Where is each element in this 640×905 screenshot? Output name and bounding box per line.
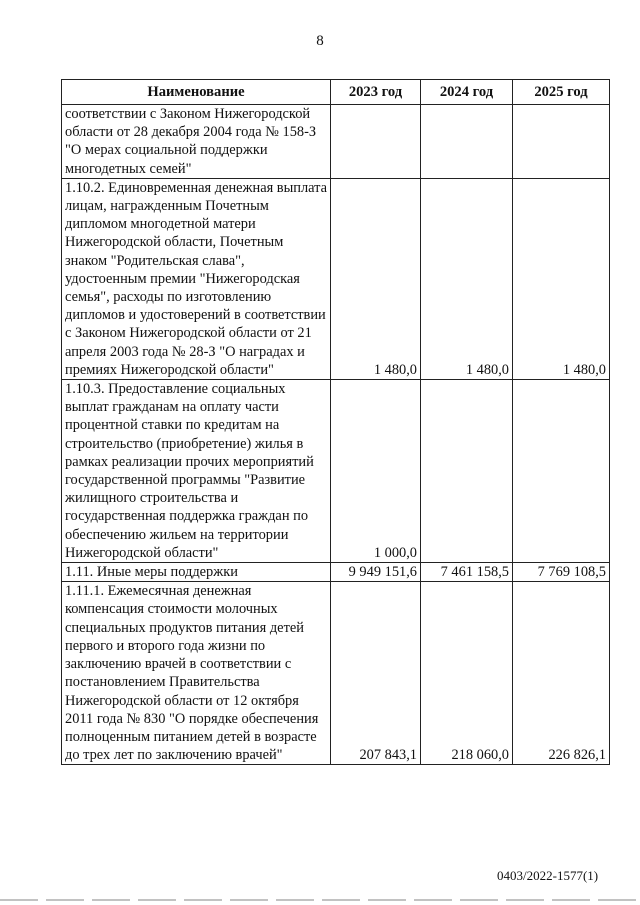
document-code: 0403/2022-1577(1) — [497, 868, 599, 883]
header-2025: 2025 год — [513, 80, 610, 105]
row-value-2023: 207 843,1 — [331, 582, 421, 765]
row-value-2024: 218 060,0 — [421, 582, 513, 765]
table-row — [62, 563, 610, 582]
table-header-row — [62, 80, 610, 105]
row-value-2025: 1 480,0 — [513, 178, 610, 379]
row-value-2023: 1 000,0 — [331, 380, 421, 563]
row-name: 1.10.3. Предоставление социальных выплат гражданам на оплату части процентной ставки по кредитам на строительство (приобретение) жилья в рамках реализации прочих мероприятий государственной программы "Развитие жилищного строительства и государственная поддержка граждан по обеспечению жильем на территории Нижегородской области" — [62, 380, 331, 563]
row-value-2024 — [421, 380, 513, 563]
row-value-2023: 9 949 151,6 — [331, 563, 421, 582]
row-name: 1.10.2. Единовременная денежная выплата лицам, награжденным Почетным дипломом многодетной матери Нижегородской области, Почетным знаком "Родительская слава", удостоенным премии "Нижегородская семья", расходы по изготовлению дипломов и удостоверений в соответствии с Законом Нижегородской области от 21 апреля 2003 года № 28-З "О наградах и премиях Нижегородской области" — [62, 178, 331, 379]
budget-table — [61, 79, 610, 765]
table-row — [62, 178, 610, 379]
table-row — [62, 582, 610, 765]
row-value-2024: 1 480,0 — [421, 178, 513, 379]
page-number: 8 — [316, 33, 324, 49]
row-value-2024 — [421, 105, 513, 179]
row-value-2024: 7 461 158,5 — [421, 563, 513, 582]
row-value-2025: 226 826,1 — [513, 582, 610, 765]
table-row — [62, 380, 610, 563]
header-2023: 2023 год — [331, 80, 421, 105]
row-value-2025 — [513, 105, 610, 179]
header-name: Наименование — [62, 80, 331, 105]
row-value-2025: 7 769 108,5 — [513, 563, 610, 582]
row-name: 1.11.1. Ежемесячная денежная компенсация стоимости молочных специальных продуктов питания детей первого и второго года жизни по заключению врачей в соответствии с постановлением Правительства Нижегородской области от 12 октября 2011 года № 830 "О порядке обеспечения полноценным питанием детей в возрасте до трех лет по заключению врачей" — [62, 582, 331, 765]
header-2024: 2024 год — [421, 80, 513, 105]
scan-edge-divider — [0, 899, 640, 901]
row-value-2025 — [513, 380, 610, 563]
table-row — [62, 105, 610, 179]
row-value-2023 — [331, 105, 421, 179]
row-name: соответствии с Законом Нижегородской области от 28 декабря 2004 года № 158-З "О мерах социальной поддержки многодетных семей" — [62, 105, 331, 179]
row-value-2023: 1 480,0 — [331, 178, 421, 379]
row-name: 1.11. Иные меры поддержки — [62, 563, 331, 582]
